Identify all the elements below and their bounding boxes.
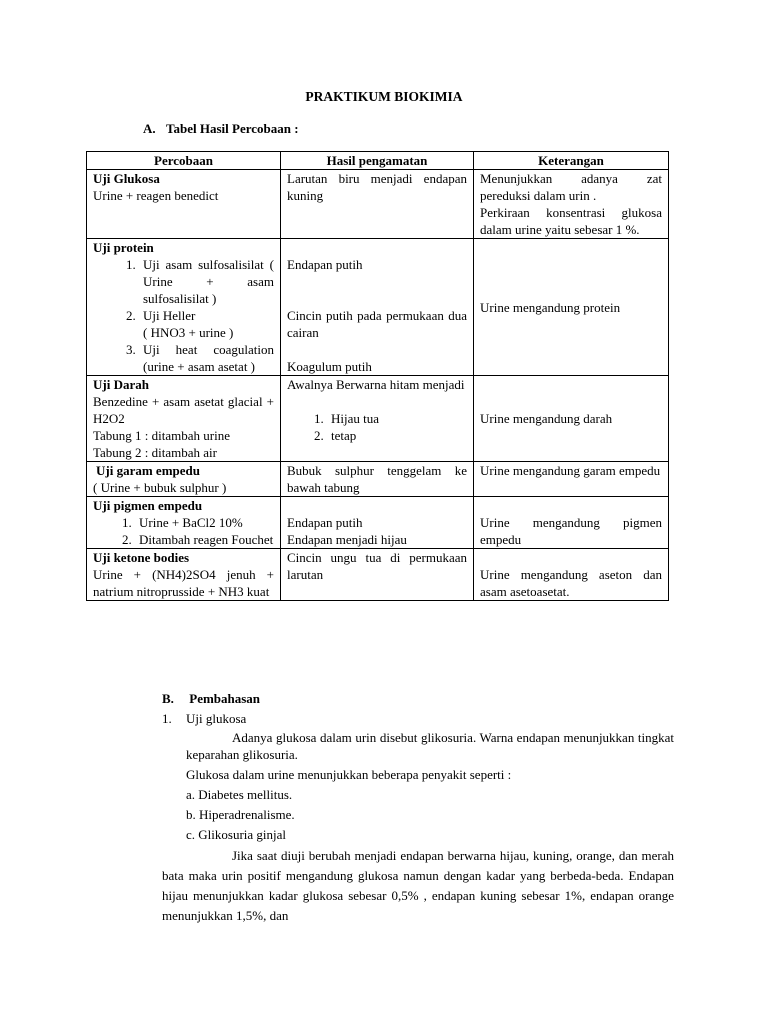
note-text: Urine mengandung protein xyxy=(480,299,621,315)
result-text: Awalnya Berwarna hitam menjadi xyxy=(287,377,465,392)
section-b-label: Pembahasan xyxy=(189,691,261,706)
section-a-label: Tabel Hasil Percobaan : xyxy=(166,121,299,136)
table-row-garam-empedu xyxy=(87,462,669,497)
note-text: Urine mengandung pigmen empedu xyxy=(480,515,662,547)
note-text: Urine mengandung darah xyxy=(480,411,613,426)
cell-percobaan xyxy=(87,376,281,462)
cell-percobaan xyxy=(87,239,281,376)
list-item: 2. Ditambah reagen Fouchet xyxy=(135,531,274,548)
note-text: Urine mengandung garam empedu xyxy=(480,463,661,478)
result-text: Bubuk sulphur tenggelam ke bawah tabung xyxy=(287,463,467,495)
result-text: Endapan putih xyxy=(287,515,363,530)
test-name: Uji pigmen empedu xyxy=(93,498,203,513)
result-text: Cincin putih pada permukaan dua cairan xyxy=(287,308,467,340)
cell-hasil xyxy=(281,549,474,601)
results-table xyxy=(86,151,669,601)
tube-2: Tabung 2 : ditambah air xyxy=(93,445,218,460)
test-desc: Urine + reagen benedict xyxy=(93,188,219,203)
list-item: a. Diabetes mellitus. xyxy=(186,787,293,802)
test-name: Uji ketone bodies xyxy=(93,550,190,565)
cell-percobaan xyxy=(87,497,281,549)
cell-keterangan xyxy=(474,376,669,462)
paragraph: Jika saat diuji berubah menjadi endapan berwarna hijau, kuning, orange, dan merah bata maka urin positif mengandung glukosa namun dengan kadar yang berbeda-beda. Endapan hijau menunjukkan kadar glukosa sebesar 0,5% , endapan kuning sebesar 1%, endapan orange menunjukkan 1,5%, dan xyxy=(162,848,674,923)
result-list xyxy=(287,410,467,444)
paragraph: Adanya glukosa dalam urin disebut glikosuria. Warna endapan menunjukkan tingkat keparahan glikosuria. xyxy=(186,730,674,762)
test-name: Uji garam empedu xyxy=(96,463,200,478)
note-text: Urine mengandung aseton dan asam asetoasetat. xyxy=(480,567,662,599)
list-item: 1. Urine + BaCl2 10% xyxy=(135,514,274,531)
list-item: 1. Hijau tua xyxy=(327,410,467,427)
paragraph: Glukosa dalam urine menunjukkan beberapa penyakit seperti : xyxy=(186,767,512,782)
result-text: Endapan putih xyxy=(287,257,363,272)
discussion-content xyxy=(162,729,674,843)
test-desc: Benzedine + asam asetat glacial + H2O2 xyxy=(93,394,274,426)
test-name: Uji Glukosa xyxy=(93,171,160,186)
table-header-row xyxy=(87,152,669,170)
cell-keterangan xyxy=(474,170,669,239)
table-row-pigmen-empedu xyxy=(87,497,669,549)
table-row-ketone xyxy=(87,549,669,601)
cell-keterangan xyxy=(474,497,669,549)
result-text: Cincin ungu tua di permukaan larutan xyxy=(287,550,467,582)
test-desc: ( Urine + bubuk sulphur ) xyxy=(93,480,227,495)
table-row-glukosa xyxy=(87,170,669,239)
note-text: Perkiraan konsentrasi glukosa dalam urine yaitu sebesar 1 %. xyxy=(480,205,662,237)
cell-hasil xyxy=(281,239,474,376)
test-name: Uji Darah xyxy=(93,377,149,392)
test-list xyxy=(93,256,274,375)
table-row-darah xyxy=(87,376,669,462)
list-item: c. Glikosuria ginjal xyxy=(186,827,287,842)
cell-percobaan xyxy=(87,170,281,239)
result-text: Larutan biru menjadi endapan kuning xyxy=(287,171,467,203)
item-label: Uji glukosa xyxy=(186,711,247,726)
section-a-number: A. xyxy=(143,121,156,136)
item-number: 1. xyxy=(162,711,172,726)
cell-percobaan xyxy=(87,549,281,601)
cell-hasil xyxy=(281,462,474,497)
header-hasil: Hasil pengamatan xyxy=(281,152,474,170)
result-text: Endapan menjadi hijau xyxy=(287,532,407,547)
list-item-subtext: ( HNO3 + urine ) xyxy=(143,325,234,340)
tube-1: Tabung 1 : ditambah urine xyxy=(93,428,231,443)
cell-percobaan xyxy=(87,462,281,497)
cell-hasil xyxy=(281,170,474,239)
list-item-text: 2. Uji Heller xyxy=(143,308,196,323)
cell-hasil xyxy=(281,376,474,462)
header-keterangan: Keterangan xyxy=(474,152,669,170)
list-item: b. Hiperadrenalisme. xyxy=(186,807,295,822)
test-name: Uji protein xyxy=(93,240,154,255)
list-item: 3. Uji heat coagulation (urine + asam asetat ) xyxy=(139,341,274,375)
note-text: Menunjukkan adanya zat pereduksi dalam urin . xyxy=(480,171,662,203)
result-text: Koagulum putih xyxy=(287,359,372,374)
list-item: 2. tetap xyxy=(327,427,467,444)
section-a-heading xyxy=(143,120,299,137)
section-b-number: B. xyxy=(162,691,174,706)
list-item xyxy=(139,307,274,341)
header-percobaan: Percobaan xyxy=(87,152,281,170)
cell-hasil xyxy=(281,497,474,549)
discussion-body xyxy=(162,710,674,926)
page-title: PRAKTIKUM BIOKIMIA xyxy=(305,89,463,104)
list-item: 1. Uji asam sulfosalisilat ( Urine + asam sulfosalisilat ) xyxy=(139,256,274,307)
discussion-item-heading xyxy=(162,710,674,727)
cell-keterangan xyxy=(474,239,669,376)
table-row-protein xyxy=(87,239,669,376)
test-desc: Urine + (NH4)2SO4 jenuh + natrium nitroprusside + NH3 kuat xyxy=(93,567,274,599)
cell-keterangan xyxy=(474,549,669,601)
test-list xyxy=(93,514,274,548)
cell-keterangan xyxy=(474,462,669,497)
section-b-heading xyxy=(162,690,260,707)
